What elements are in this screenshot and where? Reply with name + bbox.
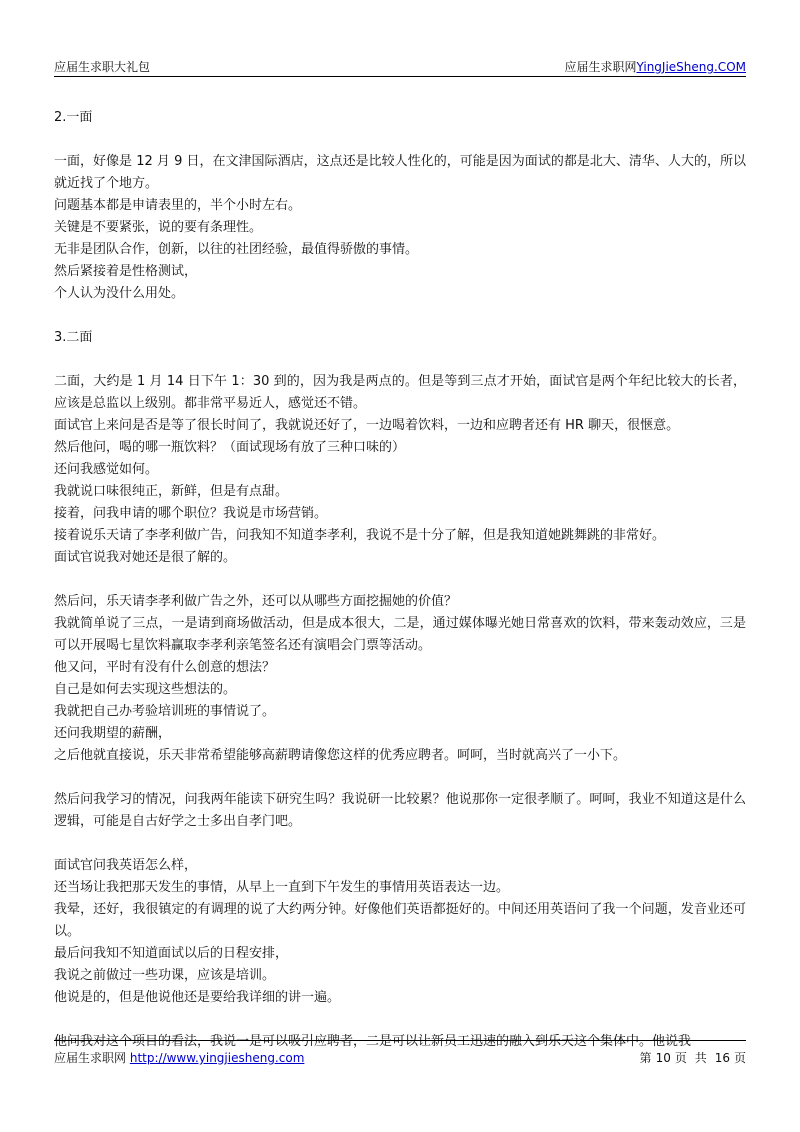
page-label: 第: [639, 1051, 652, 1065]
paragraph: 无非是团队合作，创新，以往的社团经验，最值得骄傲的事情。: [54, 242, 419, 257]
paragraph: 之后他就直接说，乐天非常希望能够高薪聘请像您这样的优秀应聘者。呵呵，当时就高兴了一小下。: [54, 748, 627, 763]
paragraph: 一面，好像是 12 月 9 日，在文津国际酒店，这点还是比较人性化的，可能是因为面试的都是北大、清华、人大的，所以就近找了个地方。: [54, 154, 746, 191]
footer-site-link[interactable]: http://www.yingjiesheng.com: [129, 1051, 305, 1065]
paragraph: 最后问我知不知道面试以后的日程安排，: [54, 946, 289, 961]
document-body: [54, 107, 746, 1053]
paragraph: 然后问我学习的情况，问我两年能读下研究生吗？我说研一比较累？他说那你一定很孝顺了。呵呵，我业不知道这是什么逻辑，可能是自古好学之士多出自孝门吧。: [54, 792, 746, 829]
paragraph: 面试官说我对她还是很了解的。: [54, 550, 237, 565]
paragraph: 二面，大约是 1 月 14 日下午 1：30 到的，因为我是两点的。但是等到三点才开始，面试官是两个年纪比较大的长者，应该是总监以上级别。都非常平易近人，感觉还不错。: [54, 374, 746, 411]
page-current: 10: [655, 1051, 671, 1065]
section-3-title: 3.二面: [54, 330, 93, 345]
paragraph: 自己是如何去实现这些想法的。: [54, 682, 237, 697]
page-number: [640, 1049, 746, 1066]
paragraph: 我就把自己办考验培训班的事情说了。: [54, 704, 276, 719]
paragraph: 问题基本都是申请表里的，半个小时左右。: [54, 198, 302, 213]
header-site: [564, 58, 746, 75]
footer-site-name: 应届生求职网: [54, 1051, 127, 1065]
paragraph: 我晕，还好，我很镇定的有调理的说了大约两分钟。好像他们英语都挺好的。中间还用英语问了我一个问题，发音业还可以。: [54, 902, 746, 939]
paragraph: 接着说乐天请了李孝利做广告，问我知不知道李孝利，我说不是十分了解，但是我知道她跳舞跳的非常好。: [54, 528, 666, 543]
paragraph: 还问我期望的薪酬，: [54, 726, 172, 741]
paragraph: 还当场让我把那天发生的事情，从早上一直到下午发生的事情用英语表达一边。: [54, 880, 510, 895]
page-header: [54, 56, 746, 77]
paragraph: 我说之前做过一些功课，应该是培训。: [54, 968, 276, 983]
paragraph: 然后紧接着是性格测试，: [54, 264, 198, 279]
paragraph: 他说是的，但是他说他还是要给我详细的讲一遍。: [54, 990, 341, 1005]
footer-site: [54, 1049, 304, 1066]
header-site-name: 应届生求职网: [564, 60, 637, 74]
page-label: 页: [674, 1051, 687, 1065]
header-title: 应届生求职大礼包: [54, 60, 151, 74]
page-label: 共: [694, 1051, 707, 1065]
paragraph: 接着，问我申请的哪个职位？我说是市场营销。: [54, 506, 328, 521]
paragraph: 关键是不要紧张，说的要有条理性。: [54, 220, 263, 235]
paragraph: 面试官上来问是否是等了很长时间了，我就说还好了，一边喝着饮料，一边和应聘者还有 HR 聊天，很惬意。: [54, 418, 680, 433]
page-footer: [54, 1040, 746, 1065]
paragraph: 我就说口味很纯正，新鲜，但是有点甜。: [54, 484, 289, 499]
paragraph: 他又问，平时有没有什么创意的想法？: [54, 660, 276, 675]
page-label: 页: [733, 1051, 746, 1065]
paragraph: 还问我感觉如何。: [54, 462, 159, 477]
paragraph: 然后他问，喝的哪一瓶饮料？（面试现场有放了三种口味的）: [54, 440, 406, 455]
paragraph: 我就简单说了三点，一是请到商场做活动，但是成本很大，二是，通过媒体曝光她日常喜欢的饮料，带来轰动效应，三是可以开展喝七星饮料赢取李孝利亲笔签名还有演唱会门票等活动。: [54, 616, 746, 653]
paragraph: 他问我对这个项目的看法，我说一是可以吸引应聘者，二是可以让新员工迅速的融入到乐天这个集体中。他说我: [54, 1034, 692, 1049]
paragraph: 面试官问我英语怎么样，: [54, 858, 198, 873]
paragraph: 然后问，乐天请李孝利做广告之外，还可以从哪些方面挖掘她的价值？: [54, 594, 458, 609]
paragraph: 个人认为没什么用处。: [54, 286, 185, 301]
page-total: 16: [714, 1051, 730, 1065]
section-2-title: 2.一面: [54, 110, 93, 125]
header-site-link[interactable]: YingJieSheng.COM: [636, 60, 746, 74]
